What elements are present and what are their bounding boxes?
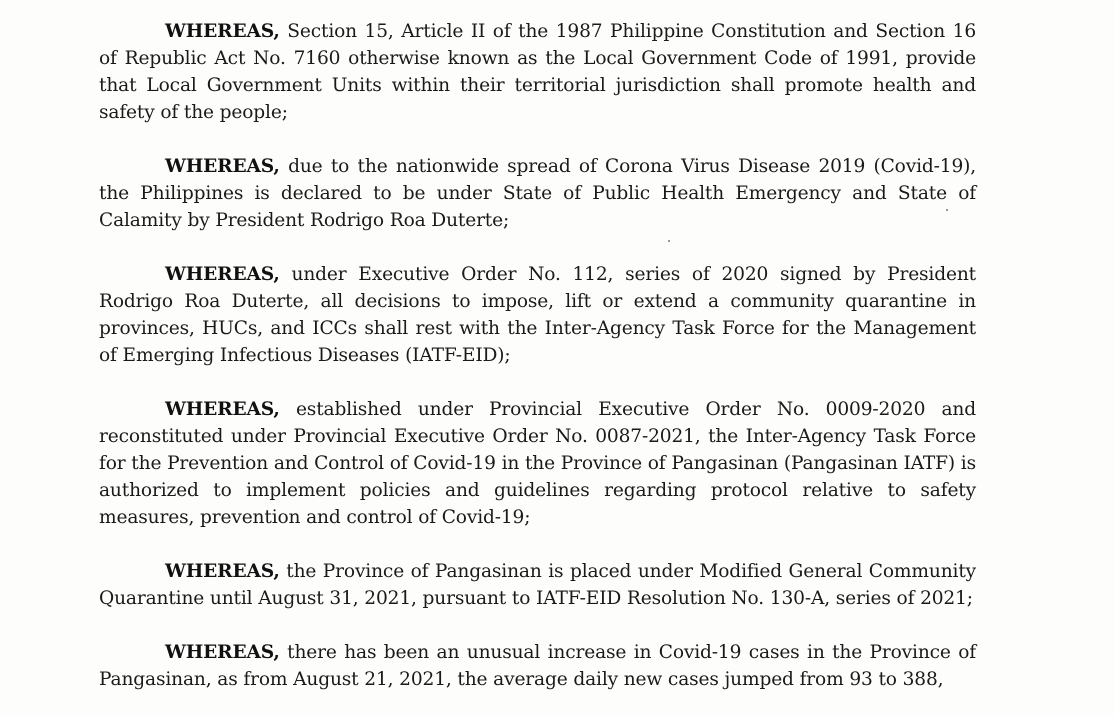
clause-text: under Executive Order No. 112, series of 2020 signed by President Rodrigo Roa Duterte, all decisions to impose, lift or extend a community quarantine in provinces, HUCs, and ICCs shall rest with the Inter-Agency Task Force for the Management of Emerging Infectious Diseases (IATF-EID);: [99, 264, 976, 366]
whereas-keyword: WHEREAS,: [165, 264, 280, 285]
whereas-clause-6: [99, 639, 976, 693]
whereas-keyword: WHEREAS,: [165, 399, 280, 420]
whereas-clause-2: [99, 153, 976, 234]
whereas-clause-3: [99, 261, 976, 369]
scan-speck: [946, 209, 948, 211]
clause-text: Section 15, Article II of the 1987 Philippine Constitution and Section 16 of Republic Act No. 7160 otherwise known as the Local Government Code of 1991, provide that Local Government Units within their territorial jurisdiction shall promote health and safety of the people;: [99, 21, 976, 123]
whereas-keyword: WHEREAS,: [165, 561, 280, 582]
scan-speck: [668, 240, 670, 242]
whereas-clause-5: [99, 558, 976, 612]
whereas-keyword: WHEREAS,: [165, 21, 280, 42]
whereas-clause-4: [99, 396, 976, 531]
clause-text: due to the nationwide spread of Corona Virus Disease 2019 (Covid-19), the Philippines is declared to be under State of Public Health Emergency and State of Calamity by President Rodrigo Roa Duterte;: [99, 156, 976, 231]
document-body: [99, 18, 976, 715]
clause-text: there has been an unusual increase in Covid-19 cases in the Province of Pangasinan, as from August 21, 2021, the average daily new cases jumped from 93 to 388,: [99, 642, 976, 690]
whereas-clause-1: [99, 18, 976, 126]
whereas-keyword: WHEREAS,: [165, 642, 280, 663]
whereas-keyword: WHEREAS,: [165, 156, 280, 177]
clause-text: the Province of Pangasinan is placed under Modified General Community Quarantine until August 31, 2021, pursuant to IATF-EID Resolution No. 130-A, series of 2021;: [99, 561, 976, 609]
clause-text: established under Provincial Executive Order No. 0009-2020 and reconstituted under Provincial Executive Order No. 0087-2021, the Inter-Agency Task Force for the Prevention and Control of Covid-19 in the Province of Pangasinan (Pangasinan IATF) is authorized to implement policies and guidelines regarding protocol relative to safety measures, prevention and control of Covid-19;: [99, 399, 976, 528]
